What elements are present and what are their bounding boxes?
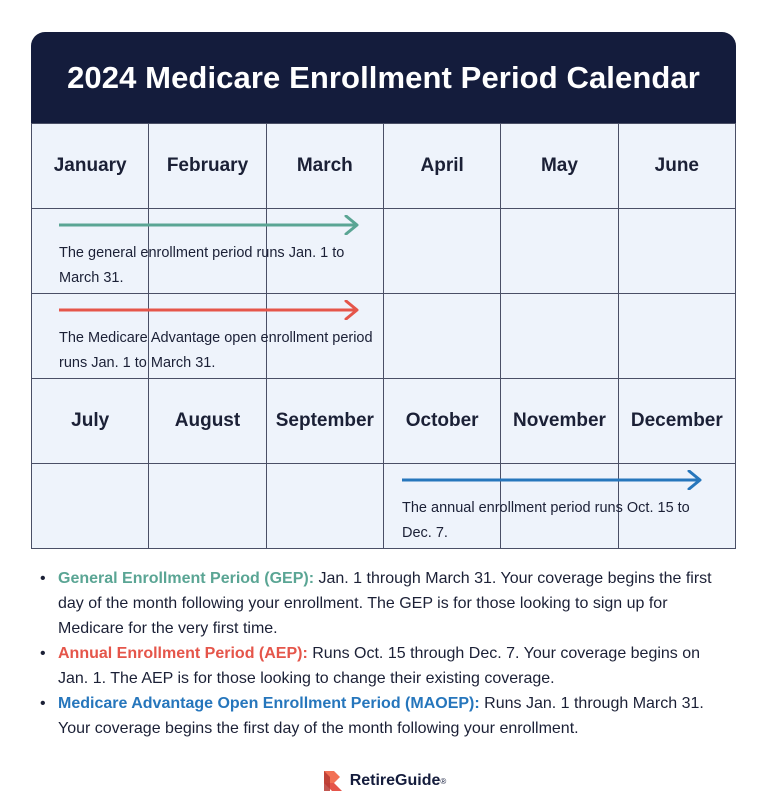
gep-band xyxy=(59,215,369,291)
registered-mark: ® xyxy=(440,776,447,786)
aep-term: Annual Enrollment Period (AEP): xyxy=(58,645,308,662)
empty-cell xyxy=(501,209,618,294)
list-item xyxy=(40,691,730,741)
maoep-definition: Runs Jan. 1 through March 31. Your coverage begins the first day of the month following your enrollment. xyxy=(58,695,704,737)
retireguide-logo-icon xyxy=(322,769,344,793)
month-cell: October xyxy=(383,379,500,464)
bullet-icon: • xyxy=(40,695,46,712)
aep-definition: Runs Oct. 15 through Dec. 7. Your coverage begins on Jan. 1. The AEP is for those looking to change their existing coverage. xyxy=(58,645,701,687)
months-row-2 xyxy=(32,379,736,464)
month-cell: May xyxy=(501,124,618,209)
maoep-band xyxy=(59,300,377,376)
month-cell: November xyxy=(501,379,618,464)
aep-arrow-icon xyxy=(402,470,706,490)
empty-cell xyxy=(501,294,618,379)
month-cell: January xyxy=(32,124,149,209)
calendar-grid xyxy=(31,123,736,548)
maoep-term: Medicare Advantage Open Enrollment Period (MAOEP): xyxy=(58,695,480,712)
page-title: 2024 Medicare Enrollment Period Calendar xyxy=(67,59,700,95)
month-cell: April xyxy=(383,124,500,209)
months-row-1 xyxy=(32,124,736,209)
gep-term: General Enrollment Period (GEP): xyxy=(58,570,315,587)
month-cell: February xyxy=(149,124,266,209)
month-cell: August xyxy=(149,379,266,464)
empty-cell xyxy=(266,464,383,549)
aep-band xyxy=(402,470,714,546)
bullet-icon: • xyxy=(40,570,46,587)
maoep-arrow-icon xyxy=(59,300,363,320)
month-cell: July xyxy=(32,379,149,464)
empty-cell xyxy=(618,294,735,379)
month-cell: March xyxy=(266,124,383,209)
empty-cell xyxy=(618,209,735,294)
list-item xyxy=(40,641,730,691)
gep-arrow-icon xyxy=(59,215,363,235)
gep-band-text: The general enrollment period runs Jan. 1 to March 31. xyxy=(59,245,345,286)
month-cell: June xyxy=(618,124,735,209)
calendar-card xyxy=(31,32,736,548)
empty-cell xyxy=(383,209,500,294)
maoep-band-text: The Medicare Advantage open enrollment period runs Jan. 1 to March 31. xyxy=(59,330,373,371)
empty-cell xyxy=(149,464,266,549)
definitions-list xyxy=(40,566,730,741)
list-item xyxy=(40,566,730,641)
bullet-icon: • xyxy=(40,645,46,662)
aep-band-text: The annual enrollment period runs Oct. 15 to Dec. 7. xyxy=(402,500,690,541)
empty-cell xyxy=(383,294,500,379)
title-bar xyxy=(31,32,736,123)
month-cell: December xyxy=(618,379,735,464)
empty-cell xyxy=(32,464,149,549)
gep-definition: Jan. 1 through March 31. Your coverage begins the first day of the month following your enrollment. The GEP is for those looking to sign up for Medicare for the very first time. xyxy=(58,570,712,637)
month-cell: September xyxy=(266,379,383,464)
retireguide-logo xyxy=(0,769,768,793)
brand-name: RetireGuide xyxy=(349,772,441,789)
